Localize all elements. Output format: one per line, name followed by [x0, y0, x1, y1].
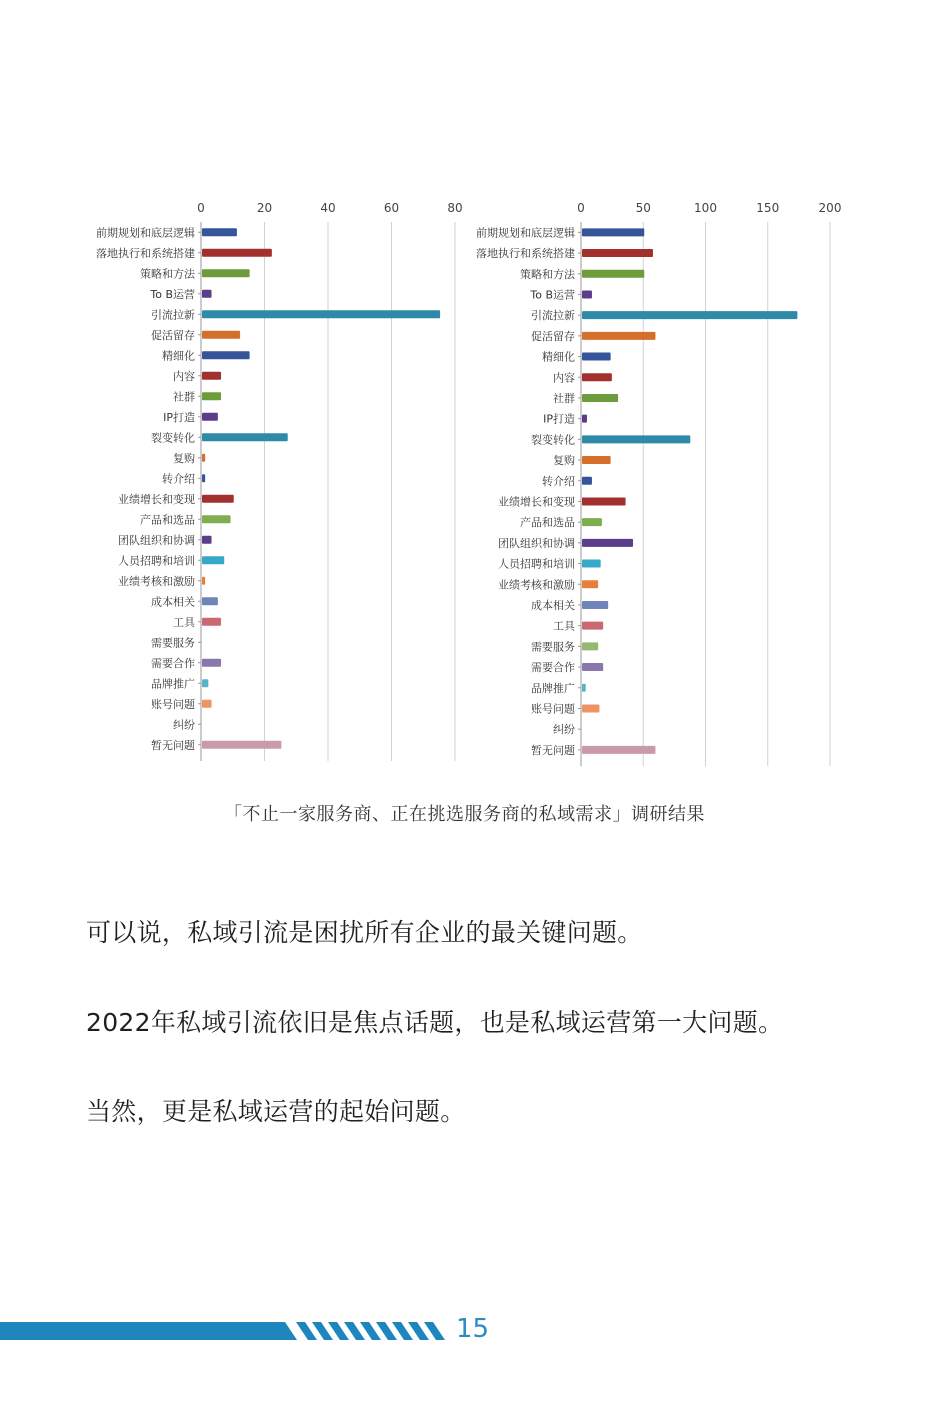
bar	[582, 332, 655, 340]
category-label: 账号问题	[151, 697, 195, 711]
bar	[202, 618, 221, 626]
category-label: 品牌推广	[531, 681, 575, 695]
bar	[582, 642, 598, 650]
paragraph-1: 可以说，私域引流是困扰所有企业的最关键问题。	[86, 918, 643, 947]
category-label: 复购	[553, 454, 575, 468]
category-label: 前期规划和底层逻辑	[476, 226, 575, 240]
bar	[582, 228, 644, 236]
bar	[582, 353, 611, 361]
category-label: 精细化	[542, 350, 575, 364]
bar	[582, 518, 602, 526]
category-label: 策略和方法	[520, 267, 575, 281]
bar	[582, 270, 644, 278]
category-label: 工具	[553, 619, 575, 633]
paragraph-2: 2022年私域引流依旧是焦点话题，也是私域运营第一大问题。	[86, 1008, 784, 1037]
bar	[202, 536, 212, 544]
category-label: 引流拉新	[531, 309, 575, 323]
bar	[582, 684, 586, 692]
category-label: 引流拉新	[151, 308, 195, 322]
category-label: 促活留存	[151, 328, 195, 342]
bar	[202, 515, 231, 523]
bar	[202, 372, 221, 380]
category-label: 转介绍	[542, 474, 575, 488]
bar	[582, 311, 797, 319]
category-label: 成本相关	[531, 598, 575, 612]
category-label: 工具	[173, 615, 195, 629]
bar	[582, 373, 612, 381]
category-label: 需要服务	[531, 640, 575, 654]
category-label: IP打造	[163, 410, 195, 424]
bar	[202, 413, 218, 421]
category-label: 复购	[173, 451, 195, 465]
bar	[582, 497, 626, 505]
x-tick-label: 40	[320, 201, 336, 215]
category-label: 纠纷	[553, 723, 575, 737]
category-label: 暂无问题	[151, 738, 195, 752]
category-label: 人员招聘和培训	[498, 557, 575, 571]
category-label: 成本相关	[151, 595, 195, 609]
bar	[582, 663, 603, 671]
category-label: To B运营	[150, 287, 195, 301]
x-tick-label: 0	[197, 201, 205, 215]
category-label: 内容	[553, 371, 575, 385]
paragraph-3: 当然，更是私域运营的起始问题。	[86, 1097, 466, 1126]
x-tick-label: 200	[818, 201, 842, 215]
bar	[202, 597, 218, 605]
bar	[202, 228, 237, 236]
category-label: 裂变转化	[531, 433, 575, 447]
category-label: 账号问题	[531, 702, 575, 716]
bar	[202, 249, 272, 257]
category-label: 内容	[173, 369, 195, 383]
category-label: 促活留存	[531, 329, 575, 343]
bar	[202, 556, 224, 564]
category-label: To B运营	[530, 288, 575, 302]
category-label: 纠纷	[173, 718, 195, 732]
category-label: 业绩考核和激励	[118, 574, 195, 588]
category-label: 需要合作	[531, 661, 575, 675]
category-label: 业绩增长和变现	[498, 495, 575, 509]
bar	[582, 456, 611, 464]
category-label: 业绩考核和激励	[498, 578, 575, 592]
bar	[582, 394, 618, 402]
footer-bar	[0, 1322, 297, 1340]
bar	[202, 290, 212, 298]
category-label: 团队组织和协调	[118, 533, 195, 547]
category-label: 精细化	[162, 349, 195, 363]
x-tick-label: 20	[256, 201, 273, 215]
category-label: 裂变转化	[151, 431, 195, 445]
bar	[582, 290, 592, 298]
bar	[582, 435, 690, 443]
x-tick-label: 60	[383, 201, 400, 215]
bar	[202, 454, 205, 462]
category-label: 社群	[173, 390, 195, 404]
bar	[582, 580, 598, 588]
x-tick-label: 0	[577, 201, 585, 215]
bar	[582, 539, 633, 547]
bar	[582, 622, 603, 630]
bar	[202, 577, 205, 585]
bar	[202, 679, 208, 687]
page-number: 15	[456, 1314, 490, 1344]
category-label: 前期规划和底层逻辑	[96, 226, 195, 240]
bar	[202, 392, 221, 400]
bar	[202, 474, 205, 482]
category-label: 业绩增长和变现	[118, 492, 195, 506]
category-label: IP打造	[543, 412, 575, 426]
bar	[582, 477, 592, 485]
bar	[202, 495, 234, 503]
category-label: 产品和选品	[520, 516, 575, 530]
footer-stripe-band	[0, 1310, 450, 1350]
category-label: 暂无问题	[531, 743, 575, 757]
x-tick-label: 150	[756, 201, 780, 215]
category-label: 社群	[553, 391, 575, 405]
bar	[202, 310, 440, 318]
category-label: 落地执行和系统搭建	[96, 246, 195, 260]
category-label: 落地执行和系统搭建	[476, 247, 575, 261]
bar	[202, 433, 288, 441]
bar	[582, 704, 599, 712]
bar	[202, 700, 212, 708]
bar	[202, 269, 250, 277]
x-tick-label: 100	[694, 201, 717, 215]
category-label: 需要服务	[151, 636, 195, 650]
x-tick-label: 50	[635, 201, 651, 215]
bar	[582, 560, 601, 568]
bar	[202, 741, 281, 749]
figure-caption: 「不止一家服务商、正在挑选服务商的私域需求」调研结果	[224, 804, 705, 825]
category-label: 人员招聘和培训	[118, 554, 195, 568]
x-tick-label: 80	[447, 201, 463, 215]
category-label: 品牌推广	[151, 677, 195, 691]
category-label: 团队组织和协调	[498, 536, 575, 550]
bar	[582, 601, 608, 609]
bar	[582, 415, 587, 423]
bar	[582, 249, 653, 257]
bar	[202, 351, 250, 359]
category-label: 转介绍	[162, 472, 195, 486]
bar	[202, 659, 221, 667]
bar	[202, 331, 240, 339]
category-label: 需要合作	[151, 656, 195, 670]
bar	[582, 746, 655, 754]
category-label: 策略和方法	[140, 267, 195, 281]
category-label: 产品和选品	[140, 513, 195, 527]
